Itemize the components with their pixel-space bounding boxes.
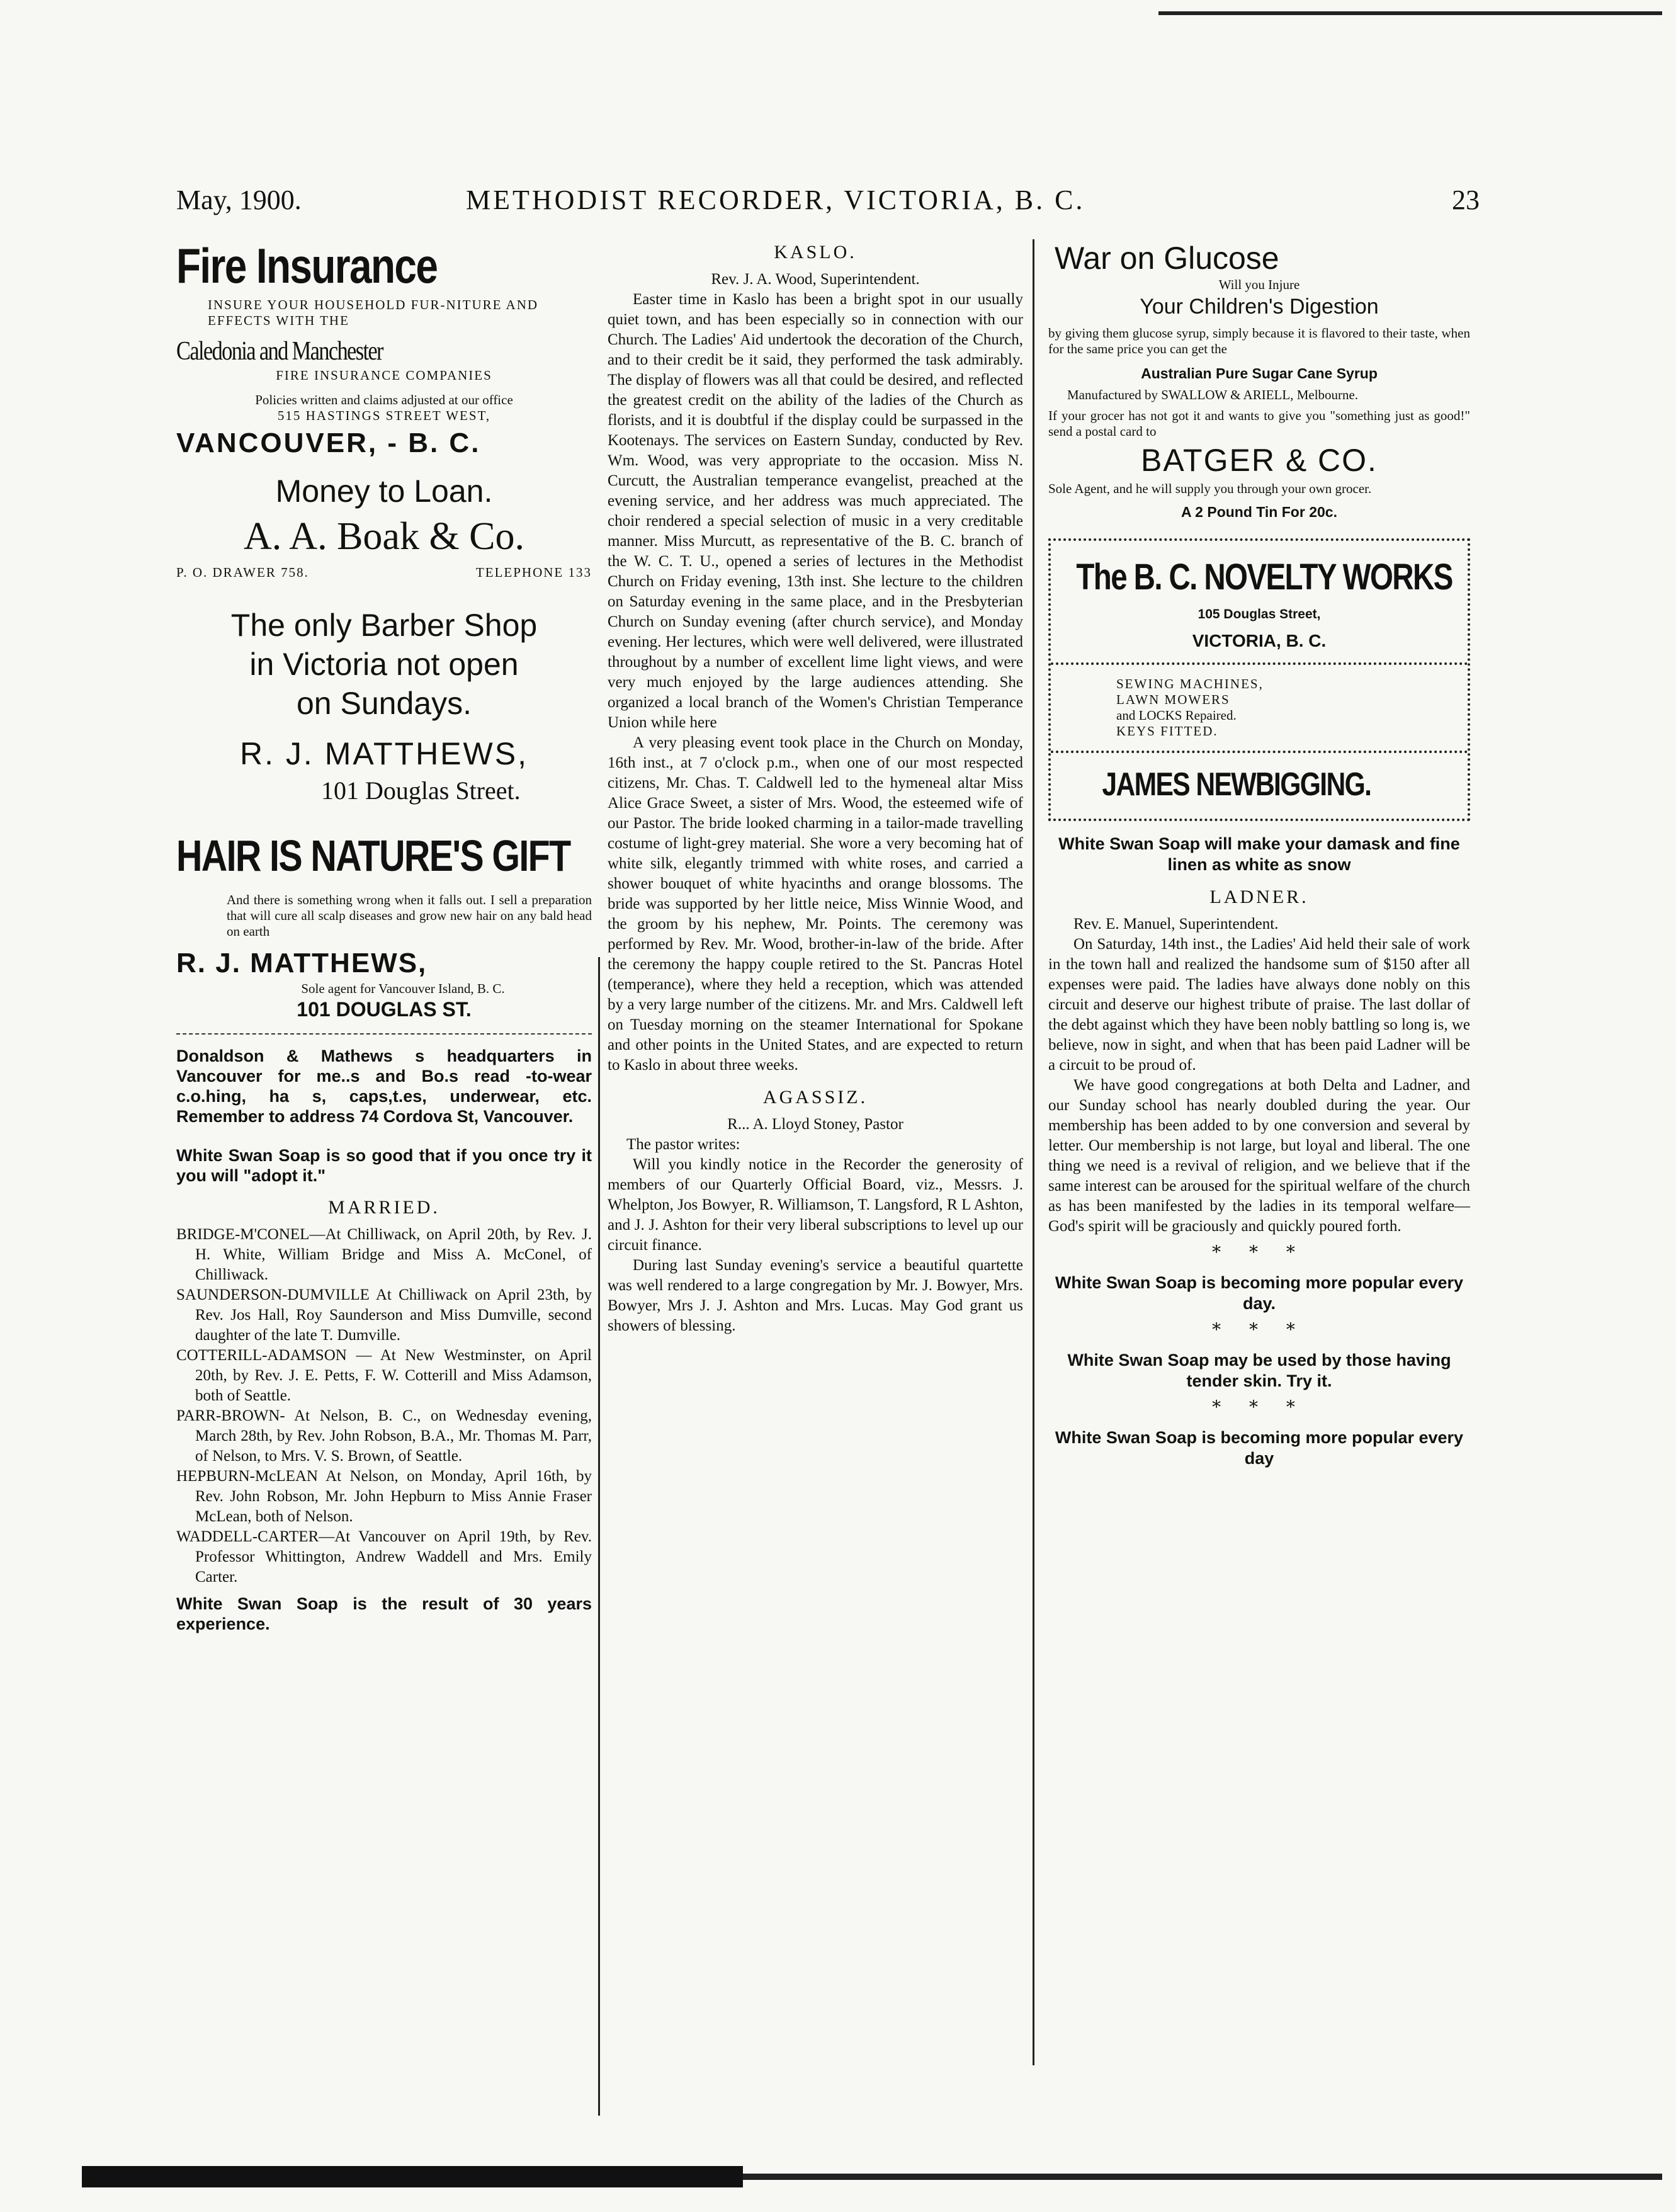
hair-name: R. J. MATTHEWS, [176, 948, 427, 978]
married-entry: HEPBURN-McLEAN At Nelson, on Monday, April 16th, by Rev. John Robson, Mr. John Hepburn to Miss Annie Fraser McLean, both of Nelson. [176, 1468, 592, 1525]
novelty-item: KEYS FITTED. [1116, 723, 1218, 739]
fire-line: INSURE YOUR HOUSEHOLD FUR-NITURE AND EFFECTS WITH THE [208, 297, 539, 328]
swan-ad: White Swan Soap may be used by those having tender skin. Try it. [1067, 1351, 1451, 1390]
barber-line: on Sundays. [297, 686, 472, 721]
glucose-sub: Will you Injure [1218, 277, 1300, 292]
fire-policies: Policies written and claims adjusted at our office [255, 392, 513, 407]
fire-address: 515 HASTINGS STREET WEST, [277, 408, 491, 423]
glucose-ad [1048, 239, 1470, 522]
hair-agent: Sole agent for Vancouver Island, B. C. [301, 981, 505, 996]
loan-drawer: P. O. DRAWER 758. [176, 565, 309, 580]
ladner-paragraph: We have good congregations at both Delta and Ladner, and our Sunday school has nearly doubled during the year. Our membership has been added to by one conversion and several by letter. Our membership is not large, but loyal and liberal. The one thing we need is a revival of religion, and we believe that if the same interest can be aroused for the spiritual welfare of the church as has been manifested by the ladies in its temporal welfare—God's spirit will be graciously and quickly poured forth. [1048, 1077, 1470, 1235]
barber-name: R. J. MATTHEWS, [240, 736, 528, 771]
ladner-paragraph: On Saturday, 14th inst., the Ladies' Aid held their sale of work in the town hall and realized the handsome sum of $150 after all expenses were paid. The ladies have always done nobly on this circuit and deserve our highest tribute of praise. The last dollar of the debt against which they have been nobly battling so long is, we believe, now in sight, and when that has been paid Ladner will be a circuit to be proud of. [1048, 936, 1470, 1074]
married-entry: COTTERILL-ADAMSON — At New Westminster, on April 20th, by Rev. J. E. Petts, F. W. Cotterill and Miss Adamson, both of Seattle. [176, 1347, 592, 1404]
bottom-rule [743, 2174, 1662, 2180]
novelty-item: LAWN MOWERS [1116, 692, 1230, 707]
loan-firm: A. A. Boak & Co. [243, 515, 525, 558]
novelty-city: VICTORIA, B. C. [1192, 631, 1327, 650]
glucose-agent: Sole Agent, and he will supply you through your own grocer. [1048, 481, 1372, 496]
stars-divider: * * * [1212, 1242, 1306, 1262]
glucose-title: War on Glucose [1055, 241, 1279, 276]
married-entry: SAUNDERSON-DUMVILLE At Chilliwack on April 23th, by Rev. Jos Hall, Roy Saunderson and Miss Dumville, second daughter of the late T. Dumville. [176, 1286, 592, 1344]
column-rule [1033, 239, 1034, 2065]
divider [1051, 751, 1468, 753]
fire-company: Caledonia and Manchester [176, 337, 383, 366]
hair-address: 101 DOUGLAS ST. [297, 998, 472, 1021]
loan-title: Money to Loan. [275, 474, 493, 509]
bottom-rule [82, 2166, 743, 2187]
glucose-price: A 2 Pound Tin For 20c. [1181, 504, 1337, 520]
swan-ad: White Swan Soap is becoming more popular every day. [1055, 1273, 1464, 1313]
agassiz-subtitle: R... A. Lloyd Stoney, Pastor [727, 1116, 903, 1133]
divider [1051, 662, 1468, 665]
page-number: 23 [1452, 184, 1480, 215]
loan-ad [176, 472, 592, 581]
barber-ad [176, 606, 592, 805]
married-entry: PARR-BROWN- At Nelson, B. C., on Wednesday evening, March 28th, by Rev. John Robson, B.A., Mr. Thomas M. Parr, of Nelson, to Mrs. V. S. Brown, of Seattle. [176, 1407, 592, 1465]
header-date: May, 1900. [176, 184, 302, 215]
barber-line: in Victoria not open [249, 647, 519, 682]
barber-address: 101 Douglas Street. [321, 776, 521, 805]
fire-city: VANCOUVER, - B. C. [176, 428, 481, 458]
married-entry: BRIDGE-M'CONEL—At Chilliwack, on April 20th, by Rev. J. H. White, William Bridge and Miss A. McConel, of Chilliwack. [176, 1226, 592, 1283]
kaslo-subtitle: Rev. J. A. Wood, Superintendent. [711, 271, 920, 288]
glucose-body: by giving them glucose syrup, simply because it is flavored to their taste, when for the same price you can get the [1048, 326, 1470, 356]
fire-insurance-ad [176, 239, 592, 459]
agassiz-paragraph: Will you kindly notice in the Recorder the generosity of members of our Quarterly Official Board, viz., Messrs. J. Whelpton, Jos Bowyer, R. Williamson, T. Langsford, R L Ashton, and J. J. Ashton for their very liberal subscriptions to level up our circuit finance. [608, 1156, 1023, 1254]
fire-title: Fire Insurance [176, 238, 438, 293]
novelty-works-ad [1048, 538, 1470, 821]
novelty-title: The B. C. NOVELTY WORKS [1076, 557, 1452, 598]
novelty-item: SEWING MACHINES, [1116, 676, 1264, 691]
agassiz-paragraph: During last Sunday evening's service a beautiful quartette was well rendered to a large congregation by Mr. J. Bowyer, Mrs. Bowyer, Mrs J. J. Ashton and Mrs. Lucas. May God grant us showers of blessing. [608, 1257, 1023, 1334]
agassiz-title: AGASSIZ. [762, 1087, 868, 1108]
page-header [176, 184, 1480, 222]
novelty-item: and LOCKS Repaired. [1116, 708, 1237, 723]
swan-ad: White Swan Soap is becoming more popular every day [1055, 1428, 1464, 1468]
swan-ad: White Swan Soap will make your damask and fine linen as white as snow [1058, 834, 1460, 874]
glucose-sub2: Your Children's Digestion [1140, 295, 1379, 319]
column-2 [608, 239, 1023, 1336]
stars-divider: * * * [1212, 1397, 1306, 1417]
ladner-title: LADNER. [1209, 887, 1309, 907]
novelty-street: 105 Douglas Street, [1198, 607, 1321, 621]
married-entry: WADDELL-CARTER—At Vancouver on April 19th, by Rev. Professor Whittington, Andrew Waddell and Mrs. Emily Carter. [176, 1528, 592, 1585]
loan-telephone: TELEPHONE 133 [475, 565, 592, 580]
header-title: METHODIST RECORDER, VICTORIA, B. C. [466, 184, 1085, 215]
fire-companies: FIRE INSURANCE COMPANIES [276, 368, 492, 383]
agassiz-writes: The pastor writes: [626, 1136, 740, 1153]
kaslo-paragraph: A very pleasing event took place in the Church on Monday, 16th inst., at 7 o'clock p.m., when one of our most respected citizens, Mr. Chas. T. Caldwell led to the hymeneal altar Miss Alice Grace Sweet, a sister of Mrs. Wood, the esteemed wife of our Pastor. The bride looked charming in a tailor-made travelling costume of light-grey material. She wore a very becoming hat of white silk, elegantly trimmed with white roses, and carried a shower bouquet of white hyacinths and orange blossoms. The bride was supported by her little neice, Miss Winnie Wood, and the groom by his nephew, Mr. Points. The ceremony was performed by Rev. Mr. Wood, brother-in-law of the bride. After the ceremony the happy couple retired to the St. Pancras Hotel (temperance), where they held a reception, which was attended by a very large number of the citizens. Mr. and Mrs. Caldwell left on Tuesday morning on the steamer International for Spokane and other points in the United States, and are expected to return to Kaslo in about three weeks. [608, 734, 1023, 1074]
glucose-body2: If your grocer has not got it and wants to give you "something just as good!" send a postal card to [1048, 408, 1470, 439]
column-rule [598, 957, 600, 2116]
hair-title: HAIR IS NATURE'S GIFT [176, 831, 570, 880]
married-list [176, 1225, 592, 1587]
divider [176, 1033, 592, 1035]
glucose-maker: Manufactured by SWALLOW & ARIELL, Melbourne. [1067, 387, 1359, 402]
top-rule [1158, 11, 1662, 15]
glucose-firm: BATGER & CO. [1141, 443, 1378, 478]
stars-divider: * * * [1212, 1319, 1306, 1340]
novelty-owner: JAMES NEWBIGGING. [1102, 766, 1371, 803]
donaldson-ad: Donaldson & Mathews s headquarters in Vancouver for me..s and Bo.s read -to-wear c.o.hing, ha s, caps,t.es, underwear, etc. Remember to address 74 Cordova St, Vancouver. [176, 1046, 592, 1126]
glucose-product: Australian Pure Sugar Cane Syrup [1141, 365, 1378, 382]
kaslo-title: KASLO. [774, 242, 857, 263]
ladner-subtitle: Rev. E. Manuel, Superintendent. [1073, 916, 1279, 933]
swan-ad: White Swan Soap is so good that if you once try it you will "adopt it." [176, 1146, 592, 1185]
column-1 [176, 239, 592, 1634]
hair-body: And there is something wrong when it falls out. I sell a preparation that will cure all scalp diseases and grow new hair on any bald head on earth [227, 892, 592, 939]
married-title: MARRIED. [328, 1197, 440, 1218]
column-3 [1048, 239, 1470, 1469]
swan-ad: White Swan Soap is the result of 30 years experience. [176, 1594, 592, 1633]
kaslo-paragraph: Easter time in Kaslo has been a bright spot in our usually quiet town, and has been especially so in connection with our Church. The Ladies' Aid undertook the decoration of the Church, and to their credit be it said, they performed the task admirably. The display of flowers was all that could be desired, and reflected the greatest credit on the ability of the ladies of the Church as florists, and it is doubtful if the display could be surpassed in the Kootenays. The services on Eastern Sunday, conducted by Rev. Wm. Wood, was very appropriate to the occasion. Miss N. Curcutt, the Australian temperance evangelist, preached at the evening service, and her address was much appreciated. The choir rendered a special selection of music in a very creditable manner. Miss Murcutt, as representative of the B. C. branch of the W. C. T. U., opened a series of lectures in the Methodist Church on Friday evening, 13th inst. She lecture to the children on Saturday evening in the same place, and in the Presbyterian Church on Sunday evening (after church service), and Monday evening. Her lectures, which were well delivered, were illustrated throughout by a number of excellent lime light views, and were very much enjoyed by the large audiences attending. She organized a local branch of the Women's Christian Temperance Union while here [608, 291, 1023, 731]
hair-ad [176, 831, 592, 1022]
barber-line: The only Barber Shop [230, 608, 538, 643]
